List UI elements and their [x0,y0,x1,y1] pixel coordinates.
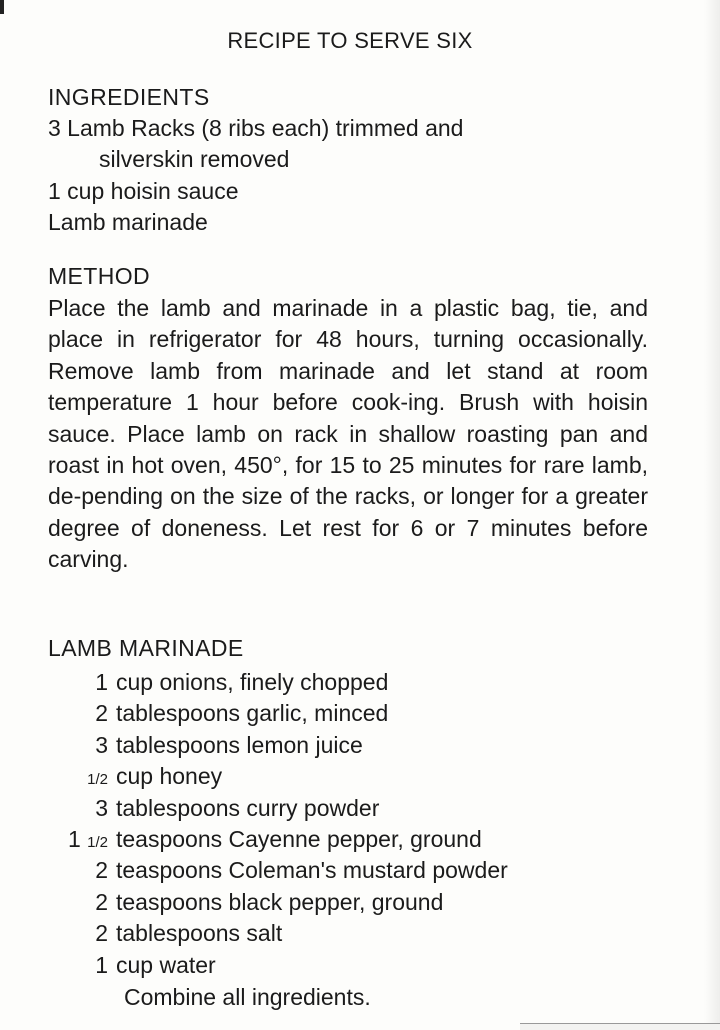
item-quantity: 3 [95,731,108,758]
scan-edge-mark [0,0,4,14]
item-description: cup water [116,951,216,978]
item-description: teaspoons Coleman's mustard powder [116,857,508,884]
item-quantity: 1 [95,669,108,695]
list-item [0,730,700,761]
item-quantity: 2 [95,700,108,727]
marinade-list [0,667,700,981]
item-quantity: 1 1/2 [67,825,108,852]
page-bottom-edge [520,1023,720,1030]
item-description: cup onions, finely chopped [116,669,389,695]
ingredient-line: 1 cup hoisin sauce [48,178,239,204]
item-description: tablespoons garlic, minced [116,700,389,727]
page-right-edge [704,0,720,1030]
marinade-heading: LAMB MARINADE [48,635,244,661]
item-quantity: 2 [95,857,108,884]
method-heading: METHOD [48,263,151,289]
item-description: tablespoons salt [116,920,283,947]
ingredient-line: silverskin removed [99,146,290,172]
list-item [0,950,700,981]
item-quantity: 1/2 [87,771,108,789]
item-description: tablespoons curry powder [116,794,380,821]
list-item [0,698,700,729]
ingredient-line: 3 Lamb Racks (8 ribs each) trimmed and [48,115,464,141]
recipe-title: RECIPE TO SERVE SIX [227,28,473,53]
item-quantity: 1 [95,951,108,978]
list-item [0,793,700,824]
item-quantity: 2 [95,888,108,915]
list-item [0,918,700,949]
ingredients-heading: INGREDIENTS [48,84,210,110]
item-description: teaspoons Cayenne pepper, ground [116,825,482,852]
item-quantity: 2 [95,920,108,947]
list-item [0,667,700,698]
item-description: cup honey [116,763,223,790]
list-item [0,824,700,855]
item-description: teaspoons black pepper, ground [116,888,444,915]
marinade-instruction: Combine all ingredients. [124,984,371,1010]
ingredient-line: Lamb marinade [48,209,208,235]
list-item [0,855,700,886]
item-quantity: 3 [95,794,108,821]
method-paragraph: Place the lamb and marinade in a plastic bag, tie, and place in refrigerator for 48 hours, turning occasionally. Remove lamb from marinade and let stand at room temperature 1 hour before cook-ing. Brush with hoisin sauce. Place lamb on rack in shallow roasting pan and roast in hot oven, 450°, for 15 to 25 minutes for rare lamb, de-pending on the size of the racks, or longer for a greater degree of doneness. Let rest for 6 or 7 minutes before carving. [48,295,648,573]
list-item [0,761,700,792]
item-description: tablespoons lemon juice [116,731,363,758]
list-item [0,887,700,918]
